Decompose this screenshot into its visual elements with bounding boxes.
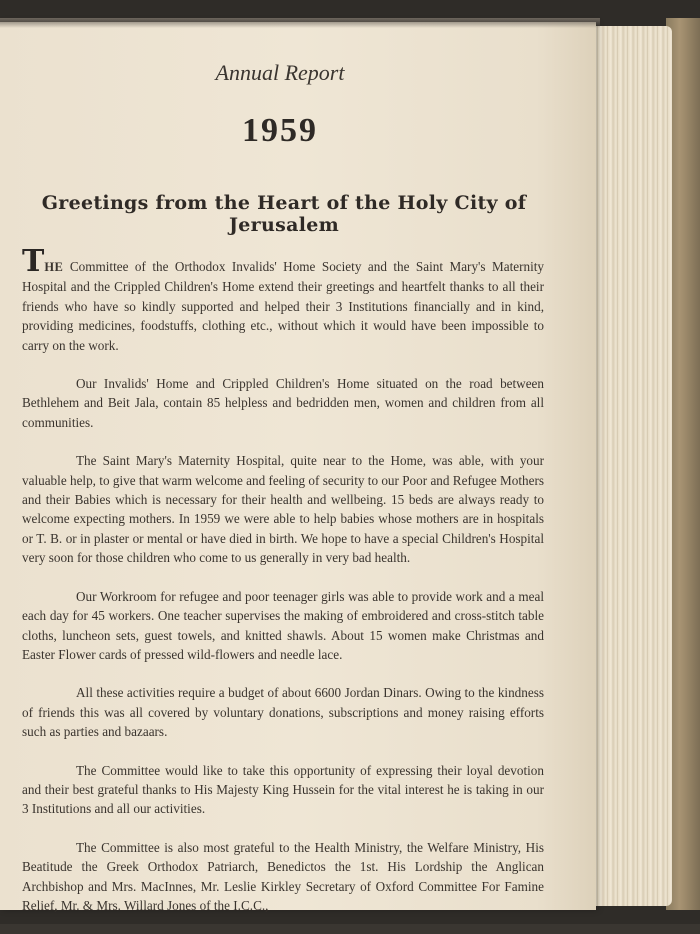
page-top-shadow [0, 18, 600, 28]
paragraph-thanks-king: The Committee would like to take this opportunity of expressing their loyal devotion and their best grateful thanks to His Majesty King Hussein for the vital interest he is taking in our 3 Institutions and all our activities. [22, 762, 544, 817]
lead-word: HE [44, 260, 64, 274]
drop-cap: T [22, 244, 45, 279]
paragraph-text: Committee of the Orthodox Invalids' Home Society and the Saint Mary's Maternity Hospital and the Crippled Children's Home extend their greetings and heartfelt thanks to all their friends who have so kindly supported and helped their 3 Institutions financially and in kind, providing medicines, foodstuffs, clothing etc., without which it would have been impossible to carry on the work. [22, 259, 544, 353]
report-body [22, 244, 544, 934]
paragraph-workroom: Our Workroom for refugee and poor teenager girls was able to provide work and a meal each day for 45 workers. One teacher supervises the making of embroidered and cross-stitch table cloths, luncheon sets, guest towels, and knitted shawls. About 15 women make Christmas and Easter Flower cards of pressed wild-flowers and needle lace. [22, 588, 544, 662]
paragraph-thanks-others: The Committee is also most grateful to the Health Ministry, the Welfare Ministry, His Beatitude the Greek Orthodox Patriarch, Benedictos the 1st. His Lordship the Anglican Archbishop and Mrs. MacInnes, Mr. Leslie Kirkley Secretary of Oxford Committee For Famine Relief, Mr. & Mrs. Willard Jones of the I.C.C., [22, 839, 544, 913]
paragraph-maternity: The Saint Mary's Maternity Hospital, quite near to the Home, was able, with your valuable help, to give that warm welcome and feeling of security to our Poor and Refugee Mothers and their Babies which is necessary for their health and wellbeing. 15 beds are always ready to welcome expecting mothers. In 1959 we were able to help babies whose mothers are in hospitals or T. B. or in plaster or mental or have died in birth. We hope to have a special Children's Hospital very soon for those children who come to us generally in very bad health. [22, 453, 544, 566]
report-page [0, 22, 596, 913]
running-header: Annual Report [215, 60, 345, 85]
paragraph-budget: All these activities require a budget of about 6600 Jordan Dinars. Owing to the kindness of friends this was all covered by voluntary donations, subscriptions and money raising efforts such as parties and bazaars. [22, 685, 544, 740]
paragraph-homes: Our Invalids' Home and Crippled Children's Home situated on the road between Bethlehem and Beit Jala, contain 85 helpless and bedridden men, women and children from all communities. [22, 376, 544, 430]
greeting-title: Greetings from the Heart of the Holy City of Jerusalem [41, 192, 527, 236]
paragraph-committee [22, 244, 544, 355]
report-year: 1959 [242, 112, 318, 149]
